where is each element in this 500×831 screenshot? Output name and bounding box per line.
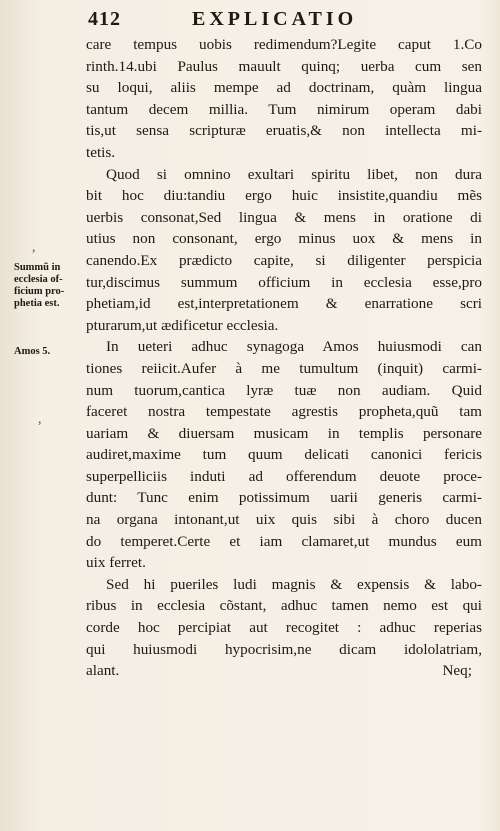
text-line: Sed hi pueriles ludi magnis & expensis & labo- — [106, 575, 482, 593]
text-line: uariam & diuersam musicam in templis personare — [86, 424, 482, 442]
text-line: phetiam,id est,interpretationem & enarratione scri — [86, 295, 482, 313]
text-line: rinth.14.ubi Paulus mauult quinq; uerba cum sen — [86, 57, 482, 75]
margin-note-line: Summũ in — [14, 262, 61, 273]
text-line: superpelliciis induti ad offerendum deuote proce- — [86, 467, 482, 485]
text-line: num tuorum,cantica lyræ tuæ non audiam. Quid — [86, 381, 482, 399]
page-number: 412 — [88, 8, 121, 30]
text-line: ribus in ecclesia cõstant, adhuc tamen nemo est qui — [86, 597, 482, 615]
text-line: faceret nostra tempestate agrestis propheta,quũ tam — [86, 403, 482, 421]
text-line: alant. — [86, 662, 120, 680]
main-text-block — [86, 34, 482, 682]
text-line: do temperet.Certe et iam clamaret,ut mundus eum — [86, 532, 482, 550]
text-line: canendo.Ex prædicto capite, si diligenter perspicia — [86, 251, 482, 269]
last-line-row — [86, 660, 482, 682]
page-header — [0, 6, 500, 32]
text-line: tantum decem millia. Tum nimirum operam dabi — [86, 100, 482, 118]
text-line: tiones reiicit.Aufer à me tumultum (inquit) carmi- — [86, 359, 482, 377]
text-line: dunt: Tunc enim potissimum uarii generis carmi- — [86, 489, 482, 507]
text-line: corde hoc percipiat aut recogitet : adhuc reperias — [86, 619, 482, 637]
margin-note-line: ficium pro- — [14, 286, 65, 297]
text-line: In ueteri adhuc synagoga Amos huiusmodi can — [106, 338, 482, 356]
text-line: na organa intonant,ut uix quis sibi à choro ducen — [86, 511, 482, 529]
text-line: audiret,maxime tum quum delicati canonici fericis — [86, 446, 482, 464]
text-line: uix ferret. — [86, 554, 146, 572]
ink-speck: , — [38, 412, 42, 427]
text-line: pturarum,ut ædificetur ecclesia. — [86, 316, 279, 334]
running-title: EXPLICATIO — [192, 8, 358, 30]
text-line: care tempus uobis redimendum?Legite caput 1.Co — [86, 36, 482, 53]
text-line: tur,discimus summum officium in ecclesia esse,pro — [86, 273, 482, 291]
margin-note-line: ecclesia of- — [14, 274, 63, 285]
text-line: su loqui, aliis mempe ad doctrinam, quàm lingua — [86, 79, 482, 97]
margin-note-line: phetia est. — [14, 298, 60, 309]
text-line: utius non consonant, ergo minus uox & mens in — [86, 230, 482, 248]
text-line: qui huiusmodi hypocrisim,ne dicam idololatriam, — [86, 640, 482, 658]
margin-note-amos — [14, 346, 80, 358]
text-line: tis,ut sensa scripturæ eruatis,& non intellecta mi- — [86, 122, 482, 140]
catchword: Neq; — [442, 662, 472, 680]
margin-note-line: Amos 5. — [14, 346, 51, 357]
text-line: uerbis consonat,Sed lingua & mens in oratione di — [86, 208, 482, 226]
ink-speck: , — [32, 240, 36, 255]
text-line: Quod si omnino exultari spiritu libet, non dura — [106, 165, 482, 183]
margin-note-summum-officium — [14, 262, 80, 310]
text-line: bit hoc diu:tandiu ergo huic insistite,quandiu mẽs — [86, 187, 482, 205]
text-line: tetis. — [86, 143, 116, 161]
